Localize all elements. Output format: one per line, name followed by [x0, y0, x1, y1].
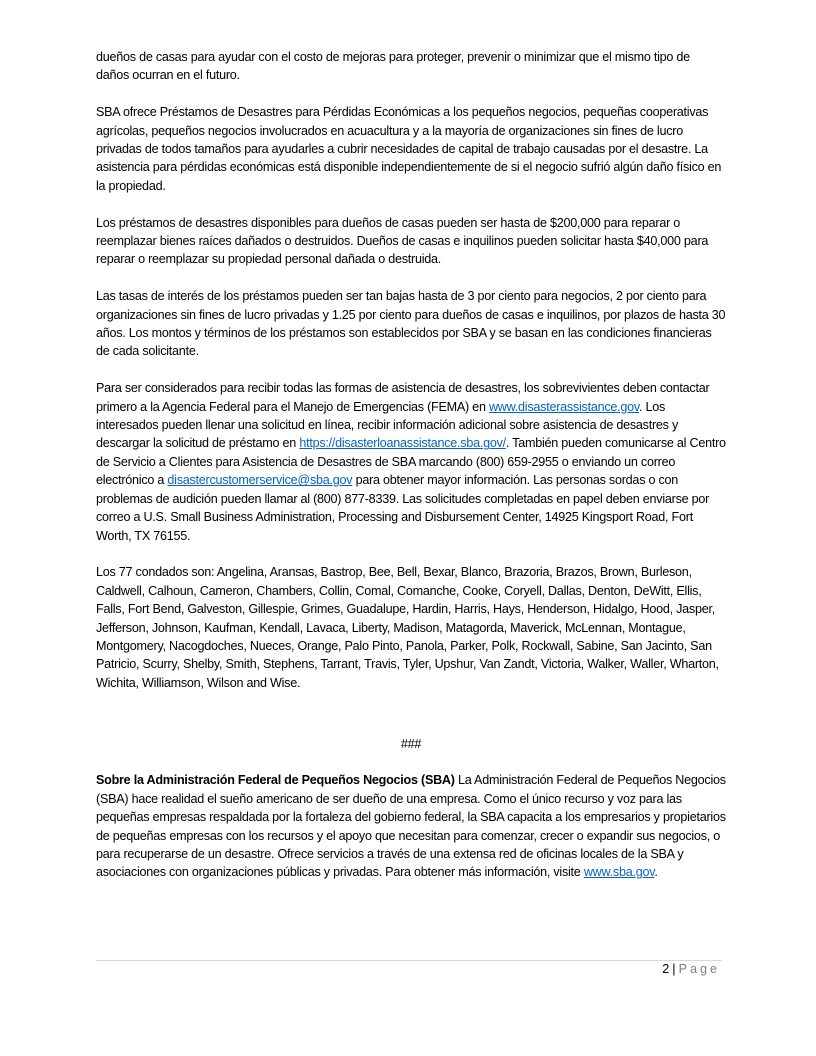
- disasterloanassistance-link[interactable]: https://disasterloanassistance.sba.gov/: [299, 436, 506, 451]
- customer-service-email-link[interactable]: disastercustomerservice@sba.gov: [167, 473, 353, 488]
- paragraph-home-mitigation: dueños de casas para ayudar con el costo de mejoras para proteger, prevenir o minimizar que el mismo tipo de daños ocurran en el futuro.: [96, 50, 690, 83]
- apply-text-4: para obtener mayor información. Las personas sordas o con problemas de audición pueden llamar al (800) 877-8339. Las solicitudes completadas en papel deben enviarse por correo a U.S. Small Business Administration, Processing and Disbursement Center, 14925 Kingsport Road, Fort Worth, TX 76155.: [96, 473, 710, 543]
- paragraph-how-to-apply: [96, 379, 726, 545]
- sba-website-link[interactable]: www.sba.gov: [583, 865, 655, 880]
- footer-divider: [96, 960, 722, 961]
- about-sba-text-2: .: [654, 865, 658, 880]
- paragraph-economic-injury-loans: SBA ofrece Préstamos de Desastres para Pérdidas Económicas a los pequeños negocios, pequeñas cooperativas agrícolas, pequeños negocios involucrados en acuacultura y a la mayoría de organizaciones sin fines de lucro privadas de todos tamaños para ayudarles a cubrir necesidades de capital de trabajo causadas por el desastre. La asistencia para pérdidas económicas está disponible independientemente de si el negocio sufrió algún daño físico en la propiedad.: [96, 105, 722, 193]
- paragraph-homeowner-loans: Los préstamos de desastres disponibles para dueños de casas pueden ser hasta de $200,000 para reparar o reemplazar bienes raíces dañados o destruidos. Dueños de casas e inquilinos pueden solicitar hasta $40,000 para reparar o reemplazar su propiedad personal dañada o destruida.: [96, 215, 709, 267]
- section-separator: ###: [400, 736, 422, 751]
- apply-text-1: Para ser considerados para recibir todas las formas de asistencia de desastres, los sobrevivientes deben contactar primero a la Agencia Federal para el Manejo de Emergencias (FEMA) en: [96, 381, 710, 414]
- spacer: [96, 711, 726, 735]
- apply-text-3: . También pueden comunicarse al Centro de Servicio a Clientes para Asistencia de Desastres de SBA marcando (800) 659-2955 o enviando un correo electrónico a: [96, 436, 726, 488]
- page-label: Page: [678, 962, 720, 976]
- page-footer: [662, 962, 720, 976]
- page-number: 2: [662, 962, 670, 976]
- paragraph-about-sba: [96, 771, 726, 881]
- footer-separator: |: [672, 962, 676, 976]
- apply-text-2: . Los interesados pueden llenar una solicitud en línea, recibir información adicional sobre asistencia de desastres y descargar la solicitud de préstamo en: [96, 399, 679, 451]
- paragraph-interest-rates: Las tasas de interés de los préstamos pueden ser tan bajas hasta de 3 por ciento para negocios, 2 por ciento para organizaciones sin fines de lucro privadas y 1.25 por ciento para dueños de casas e inquilinos, por plazos de hasta 30 años. Los montos y términos de los préstamos son establecidos por SBA y se basan en las condiciones financieras de cada solicitante.: [96, 289, 726, 359]
- about-sba-heading: Sobre la Administración Federal de Pequeños Negocios (SBA): [96, 773, 455, 788]
- about-sba-text-1: La Administración Federal de Pequeños Negocios (SBA) hace realidad el sueño americano de ser dueño de una empresa. Como el único recurso y voz para las pequeñas empresas respaldada por la fortaleza del gobierno federal, la SBA capacita a los empresarios y propietarios de pequeñas empresas con los recursos y el apoyo que necesitan para comenzar, crecer o expandir sus negocios, o para recuperarse de un desastre. Ofrece servicios a través de una extensa red de oficinas locales de la SBA y asociaciones con organizaciones públicas y privadas. Para obtener más información, visite: [96, 773, 726, 880]
- document-body: [96, 48, 726, 900]
- paragraph-counties-list: Los 77 condados son: Angelina, Aransas, Bastrop, Bee, Bell, Bexar, Blanco, Brazoria, Brazos, Brown, Burleson, Caldwell, Calhoun, Cameron, Chambers, Collin, Comal, Comanche, Cooke, Coryell, Dallas, Denton, DeWitt, Ellis, Falls, Fort Bend, Galveston, Gillespie, Grimes, Guadalupe, Hardin, Harris, Hays, Henderson, Hidalgo, Hood, Jasper, Jefferson, Johnson, Kaufman, Kendall, Lavaca, Liberty, Madison, Matagorda, Maverick, McLennan, Montague, Montgomery, Nacogdoches, Nueces, Orange, Palo Pinto, Panola, Parker, Polk, Rockwall, Sabine, San Jacinto, San Patricio, Scurry, Shelby, Smith, Stephens, Tarrant, Travis, Tyler, Upshur, Van Zandt, Victoria, Walker, Waller, Wharton, Wichita, Williamson, Wilson and Wise.: [96, 565, 719, 690]
- disasterassistance-link[interactable]: www.disasterassistance.gov: [488, 399, 640, 414]
